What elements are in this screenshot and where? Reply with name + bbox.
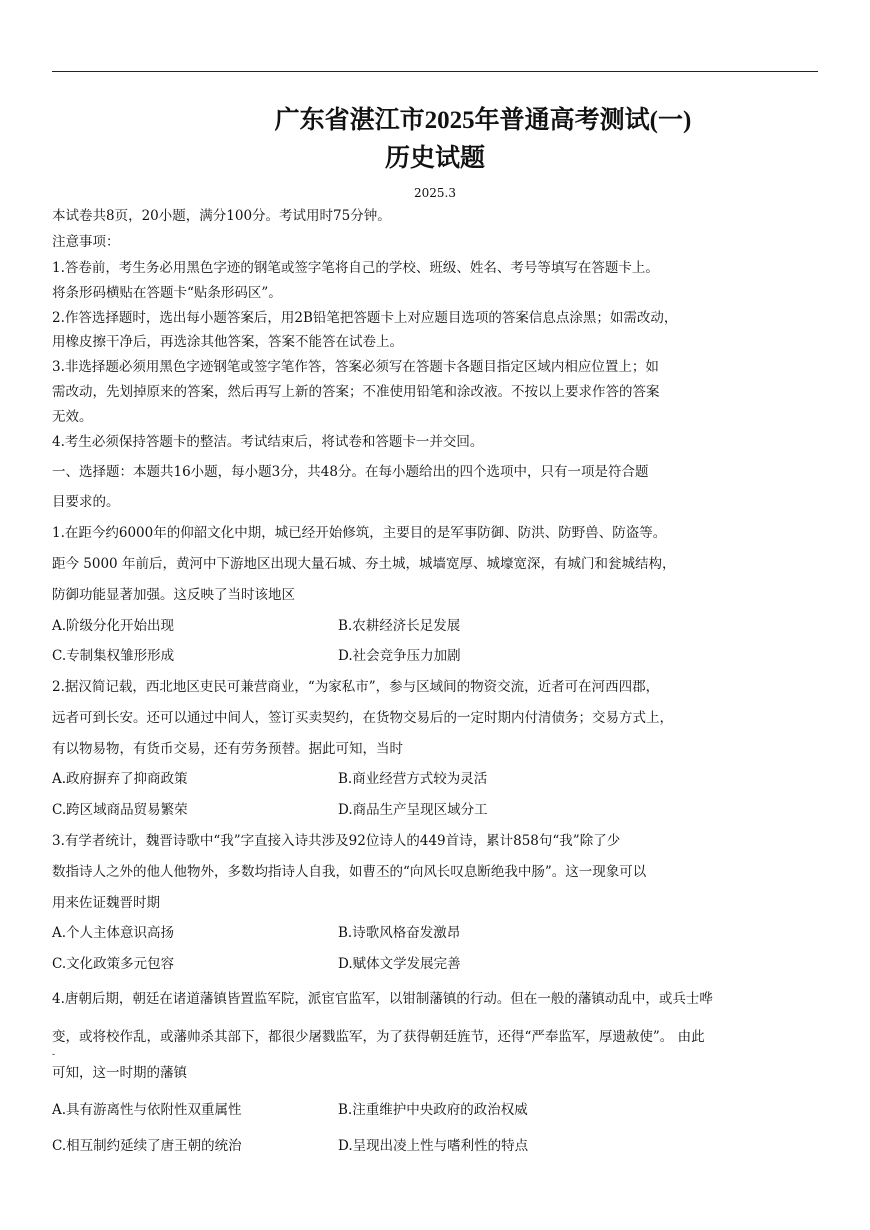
q1-line-3: 防御功能显著加强。这反映了当时该地区 [52, 587, 295, 603]
q1-line-2: 距今 5000 年前后，黄河中下游地区出现大量石城、夯土城，城墙宽厚、城壕宽深，有城门和瓮城结构， [52, 556, 676, 572]
notice-3b: 需改动，先划掉原来的答案，然后再写上新的答案；不准使用铅笔和涂改液。不按以上要求作答的答案 [52, 384, 660, 400]
notice-2b: 用橡皮擦干净后，再选涂其他答案，答案不能答在试卷上。 [52, 334, 403, 350]
q2-line-1: 2.据汉简记载，西北地区吏民可兼营商业，“为家私市”，参与区域间的物资交流，近者可在河西四郡， [52, 679, 660, 695]
q1-option-b: B.农耕经济长足发展 [338, 618, 461, 634]
q2-line-2: 远者可到长安。还可以通过中间人，签订买卖契约，在货物交易后的一定时期内付清债务；交易方式上， [52, 710, 673, 726]
notice-heading: 注意事项： [52, 234, 120, 250]
q1-option-c: C.专制集权雏形形成 [52, 648, 175, 664]
q4-line-1: 4.唐朝后期，朝廷在诸道藩镇皆置监军院，派宦官监军，以钳制藩镇的行动。但在一般的藩镇动乱中，或兵士哗 [52, 991, 713, 1007]
q4-line-3: 可知，这一时期的藩镇 [52, 1065, 187, 1081]
q2-option-d: D.商品生产呈现区域分工 [338, 802, 488, 818]
section-heading-1: 一、选择题：本题共16小题，每小题3分，共48分。在每小题给出的四个选项中，只有一项是符合题 [52, 464, 649, 480]
q3-option-c: C.文化政策多元包容 [52, 956, 175, 972]
q4-option-d: D.呈现出凌上性与嗜利性的特点 [338, 1138, 529, 1154]
exam-title: 广东省湛江市2025年普通高考测试(一) [274, 107, 692, 134]
q3-line-2: 数指诗人之外的他人他物外，多数均指诗人自我，如曹丕的“向风长叹息断绝我中肠”。这一现象可以 [52, 864, 647, 880]
q4-option-c: C.相互制约延续了唐王朝的统治 [52, 1138, 242, 1154]
q3-option-d: D.赋体文学发展完善 [338, 956, 461, 972]
q1-option-a: A.阶级分化开始出现 [52, 618, 175, 634]
notice-1a: 1.答卷前，考生务必用黑色字迹的钢笔或签字笔将自己的学校、班级、姓名、考号等填写在答题卡上。 [52, 260, 659, 276]
notice-4: 4.考生必须保持答题卡的整洁。考试结束后，将试卷和答题卡一并交回。 [52, 434, 484, 450]
notice-2a: 2.作答选择题时，选出每小题答案后，用2B铅笔把答题卡上对应题目选项的答案信息点涂黑；如需改动， [52, 310, 678, 326]
q3-option-b: B.诗歌风格奋发激昂 [338, 925, 461, 941]
q4-line-2: 变，或将校作乱，或藩帅杀其部下，都很少屠戮监军，为了获得朝廷旌节，还得“严奉监军，厚遗赦使”。 由此 [52, 1029, 705, 1045]
q2-option-c: C.跨区域商品贸易繁荣 [52, 802, 188, 818]
q3-option-a: A.个人主体意识高扬 [52, 925, 175, 941]
exam-subtitle: 历史试题 [384, 143, 485, 172]
notice-3c: 无效。 [52, 409, 93, 425]
q2-option-b: B.商业经营方式较为灵活 [338, 771, 488, 787]
exam-date: 2025.3 [414, 186, 456, 200]
q2-option-a: A.政府摒弃了抑商政策 [52, 771, 188, 787]
header-rule [52, 71, 818, 72]
q1-option-d: D.社会竞争压力加剧 [338, 648, 461, 664]
q1-line-1: 1.在距今约6000年的仰韶文化中期，城已经开始修筑，主要目的是军事防御、防洪、防野兽、防盗等。 [52, 525, 667, 541]
q4-option-a: A.具有游离性与依附性双重属性 [52, 1102, 242, 1118]
q4-option-b: B.注重维护中央政府的政治权威 [338, 1102, 528, 1118]
notice-1b: 将条形码横贴在答题卡“贴条形码区”。 [52, 285, 282, 301]
q2-line-3: 有以物易物，有货币交易，还有劳务预替。据此可知，当时 [52, 741, 403, 757]
exam-summary: 本试卷共8页，20小题，满分100分。考试用时75分钟。 [52, 208, 391, 224]
section-heading-2: 目要求的。 [52, 494, 120, 510]
notice-3a: 3.非选择题必须用黑色字迹钢笔或签字笔作答，答案必须写在答题卡各题目指定区域内相应位置上；如 [52, 359, 659, 375]
stray-mark: - [52, 1050, 56, 1060]
q3-line-3: 用来佐证魏晋时期 [52, 895, 160, 911]
q3-line-1: 3.有学者统计，魏晋诗歌中“我”字直接入诗共涉及92位诗人的449首诗，累计858句“我”除了少 [52, 833, 621, 849]
